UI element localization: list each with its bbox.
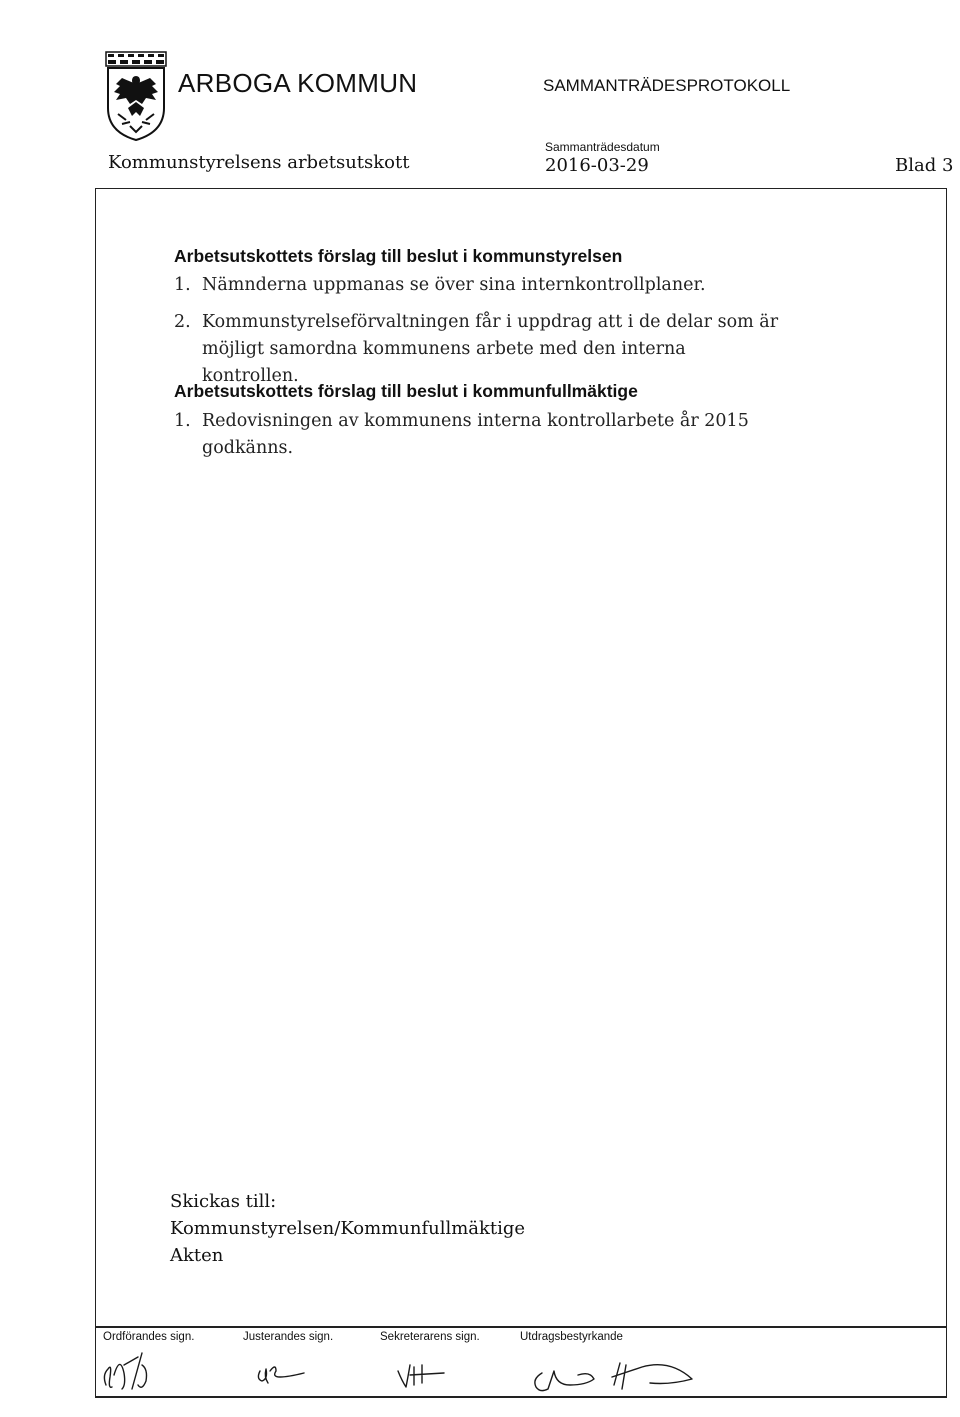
item-text: Kommunstyrelseförvaltningen får i uppdrag att i de delar som är (202, 312, 779, 332)
distribution-block (170, 1188, 525, 1269)
section-heading: Arbetsutskottets förslag till beslut i kommunfullmäktige (174, 381, 638, 401)
meeting-date-label: Sammanträdesdatum (545, 140, 660, 154)
municipal-crest-logo (104, 50, 168, 142)
document-type: SAMMANTRÄDESPROTOKOLL (543, 76, 791, 95)
proposal-item (174, 408, 784, 462)
adjuster-initials-signature (254, 1345, 314, 1397)
section-heading: Arbetsutskottets förslag till beslut i kommunstyrelsen (174, 246, 623, 266)
organization-name: ARBOGA KOMMUN (178, 68, 418, 98)
item-number: 2. (174, 312, 191, 332)
certifier-signature-label: Utdragsbestyrkande (520, 1331, 623, 1343)
adjuster-signature-label: Justerandes sign. (243, 1331, 334, 1343)
secretary-initials-signature (394, 1345, 464, 1397)
item-number: 1. (174, 411, 191, 431)
distribution-label: Skickas till: (170, 1191, 277, 1212)
page-number: Blad 3 (895, 155, 954, 176)
proposal-item (174, 309, 784, 390)
certifier-initials-signature (530, 1345, 700, 1397)
proposal-item (174, 272, 784, 299)
item-text: Nämnderna uppmanas se över sina internkontrollplaner. (202, 275, 706, 295)
chair-initials-signature (98, 1345, 158, 1397)
item-number: 1. (174, 275, 191, 295)
signature-bottom-rule (95, 1396, 947, 1398)
item-text-continuation: möjligt samordna kommunens arbete med den interna kontrollen. (202, 339, 686, 386)
signature-divider (95, 1326, 947, 1328)
committee-name: Kommunstyrelsens arbetsutskott (108, 152, 410, 173)
secretary-signature-label: Sekreterarens sign. (380, 1331, 480, 1343)
distribution-recipient: Kommunstyrelsen/Kommunfullmäktige (170, 1218, 526, 1239)
item-text-continuation: godkänns. (202, 438, 294, 458)
meeting-date: 2016-03-29 (545, 155, 649, 176)
item-text: Redovisningen av kommunens interna kontrollarbete år 2015 (202, 411, 749, 431)
distribution-recipient: Akten (170, 1245, 224, 1266)
chair-signature-label: Ordförandes sign. (103, 1331, 195, 1343)
